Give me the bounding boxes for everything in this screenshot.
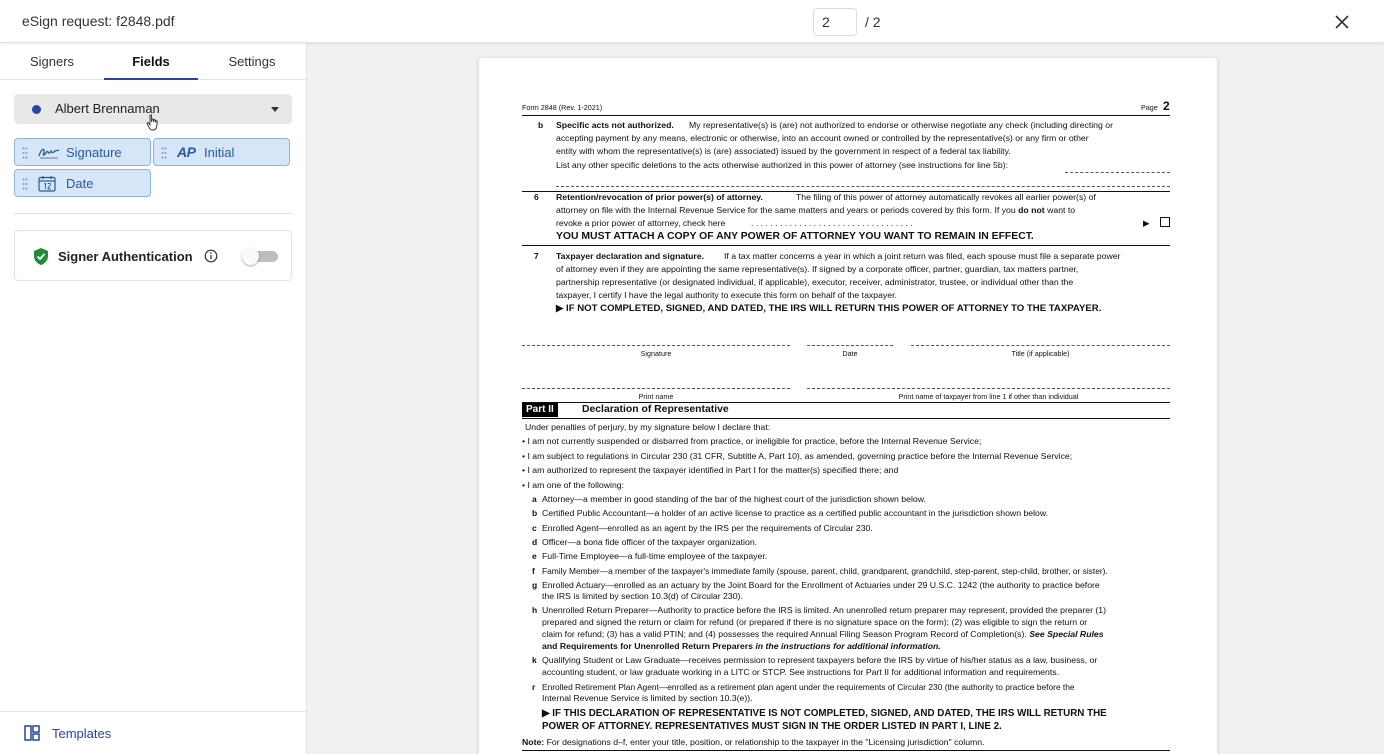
signer-color-dot bbox=[32, 105, 41, 114]
print-taxpayer-line[interactable] bbox=[807, 388, 1170, 389]
signer-authentication-label: Signer Authentication bbox=[58, 249, 193, 264]
signature-field-chip[interactable] bbox=[14, 138, 151, 166]
item-letter: f bbox=[532, 566, 535, 576]
toggle-knob bbox=[242, 248, 259, 265]
tab-settings[interactable]: Settings bbox=[228, 54, 276, 69]
final-warning: ▶ IF THIS DECLARATION OF REPRESENTATIVE IS NOT COMPLETED, SIGNED, AND DATED, THE IRS WILL RETURN THE bbox=[542, 708, 1107, 719]
signature-caption: Signature bbox=[640, 349, 672, 358]
item-text: Family Member—a member of the taxpayer's immediate family (spouse, parent, child, grandparent, grandchild, step-parent, step-child, brother, or sister). bbox=[542, 566, 1108, 576]
input-line bbox=[556, 186, 1170, 187]
note-label: Note: bbox=[522, 737, 545, 747]
item-text: Certified Public Accountant—a holder of an active license to practice as a certified public accountant in the jurisdiction shown below. bbox=[542, 508, 1049, 518]
date-field-chip[interactable] bbox=[14, 169, 151, 197]
signature-icon bbox=[38, 144, 60, 160]
shield-check-icon bbox=[32, 247, 50, 266]
pdf-page bbox=[479, 58, 1217, 754]
page-number: 2 bbox=[1163, 99, 1170, 113]
item-text bbox=[542, 628, 1104, 640]
section-6-text-part: want to bbox=[1047, 205, 1076, 215]
drag-handle-icon bbox=[22, 147, 28, 159]
sidebar-tabs bbox=[0, 43, 306, 80]
print-name-line[interactable] bbox=[522, 388, 790, 389]
item-letter: b bbox=[532, 508, 538, 518]
date-field-label: Date bbox=[66, 176, 94, 191]
signature-field-label: Signature bbox=[66, 145, 122, 160]
final-warning: POWER OF ATTORNEY. REPRESENTATIVES MUST SIGN IN THE ORDER LISTED IN PART I, LINE 2. bbox=[542, 721, 1002, 732]
signer-authentication-toggle[interactable] bbox=[242, 248, 278, 264]
calendar-icon bbox=[38, 175, 56, 192]
item-letter: g bbox=[532, 580, 538, 590]
item-text-part: claim for refund; (3) has a valid PTIN; and (4) possesses the required Annual Filing Season Program Record of Completion(s). bbox=[542, 629, 1027, 639]
item-emphasis: and Requirements for Unenrolled Return Preparers bbox=[542, 641, 753, 651]
declaration-bullet: • I am subject to regulations in Circular 230 (31 CFR, Subtitle A, Part 10), as amended, governing practice before the Internal Revenue Service; bbox=[522, 451, 1073, 461]
table-top-rule bbox=[522, 750, 1170, 751]
date-line[interactable] bbox=[807, 345, 893, 346]
section-6-warning: YOU MUST ATTACH A COPY OF ANY POWER OF ATTORNEY YOU WANT TO REMAIN IN EFFECT. bbox=[556, 231, 1034, 242]
templates-link[interactable] bbox=[24, 725, 112, 746]
item-letter: a bbox=[532, 494, 537, 504]
item-text: Enrolled Retirement Plan Agent—enrolled as a retirement plan agent under the requirements of Circular 230 (the authority to practice before the bbox=[542, 682, 1075, 692]
page-number-input[interactable]: 2 bbox=[813, 8, 857, 36]
close-icon bbox=[1332, 12, 1352, 32]
do-not-emphasis: do not bbox=[1018, 205, 1045, 215]
section-7-text: of attorney even if they are appointing the same representative(s). If signed by a corporate officer, partner, guardian, tax matters partner, bbox=[556, 264, 1079, 274]
page-label: Page bbox=[1141, 103, 1158, 112]
close-button[interactable] bbox=[1332, 12, 1352, 32]
declaration-bullet: • I am one of the following: bbox=[522, 480, 625, 490]
part-2-title: Declaration of Representative bbox=[582, 404, 729, 415]
page-total: / 2 bbox=[865, 14, 881, 30]
item-text: prepared and signed the return or claim for refund (or prepared if there is no signature space on the form); (2) was eligible to sign the return or bbox=[542, 617, 1088, 627]
revoke-checkbox[interactable] bbox=[1160, 217, 1170, 227]
title-line[interactable] bbox=[911, 345, 1170, 346]
item-letter: c bbox=[532, 523, 537, 533]
templates-icon bbox=[24, 725, 40, 741]
section-6-text: revoke a prior power of attorney, check here bbox=[556, 218, 726, 228]
declaration-bullet: • I am not currently suspended or disbarred from practice, or ineligible for practice, before the Internal Revenue Service; bbox=[522, 436, 982, 446]
section-b-text: accepting payment by any means, electronic or otherwise, into an account owned or controlled by the representative(s) or any firm or other bbox=[556, 133, 1089, 143]
section-7-text: partnership representative (or designated individual, if applicable), executor, receiver, administrator, trustee, or individual other than the bbox=[556, 277, 1074, 287]
section-7-number: 7 bbox=[534, 251, 539, 261]
part-2-rule bbox=[522, 402, 1170, 403]
item-text: Enrolled Actuary—enrolled as an actuary by the Joint Board for the Enrollment of Actuaries under 29 U.S.C. 1242 (the authority to practice before bbox=[542, 580, 1100, 590]
item-text: the IRS is limited by section 10.3(d) of Circular 230). bbox=[542, 591, 743, 601]
arrow-icon: ▶ bbox=[1143, 218, 1150, 228]
section-7-text: If a tax matter concerns a year in which a joint return was filed, each spouse must file a separate power bbox=[724, 251, 1121, 261]
part-2-label: Part II bbox=[522, 403, 558, 417]
section-b-text: entity with whom the representative(s) is (are) associated) issued by the government in respect of a federal tax liability. bbox=[556, 146, 1011, 156]
sidebar-footer bbox=[0, 711, 306, 754]
signature-line[interactable] bbox=[522, 345, 790, 346]
initial-field-label: Initial bbox=[204, 145, 235, 160]
drag-handle-icon bbox=[161, 147, 167, 159]
title-caption: Title (if applicable) bbox=[1011, 349, 1070, 358]
window-title: eSign request: f2848.pdf bbox=[22, 13, 175, 29]
section-b-letter: b bbox=[538, 120, 544, 130]
templates-label: Templates bbox=[52, 726, 112, 741]
section-7-warning: ▶ IF NOT COMPLETED, SIGNED, AND DATED, THE IRS WILL RETURN THIS POWER OF ATTORNEY TO THE TAXPAYER. bbox=[556, 303, 1102, 314]
note-body: For designations d–f, enter your title, position, or relationship to the taxpayer in the "Licensing jurisdiction" column. bbox=[546, 737, 985, 747]
form-id: Form 2848 (Rev. 1-2021) bbox=[522, 103, 603, 112]
print-taxpayer-caption: Print name of taxpayer from line 1 if other than individual bbox=[898, 392, 1079, 401]
top-bar bbox=[0, 0, 1384, 43]
item-emphasis: See Special Rules bbox=[1029, 629, 1104, 639]
leader-dots: . . . . . . . . . . . . . . . . . . . . . . . . . . . . . . . . . . bbox=[751, 218, 913, 228]
item-letter: e bbox=[532, 551, 537, 561]
sidebar-divider bbox=[14, 213, 292, 214]
item-letter: h bbox=[532, 605, 538, 615]
item-text: Full-Time Employee—a full-time employee of the taxpayer. bbox=[542, 551, 768, 561]
section-7-title: Taxpayer declaration and signature. bbox=[556, 251, 705, 261]
date-caption: Date bbox=[842, 349, 858, 358]
initial-field-chip[interactable] bbox=[153, 138, 290, 166]
info-icon[interactable] bbox=[204, 249, 218, 263]
section-b-text: List any other specific deletions to the acts otherwise authorized in this power of attorney (see instructions for line 5b): bbox=[556, 160, 1008, 170]
item-text bbox=[542, 640, 941, 652]
item-letter: k bbox=[532, 655, 537, 665]
part-2-rule bbox=[522, 418, 1170, 419]
caret-down-icon bbox=[271, 107, 279, 112]
initials-icon: AP bbox=[177, 144, 196, 160]
item-text: accounting student, or law graduate working in a LITC or STCP. See instructions for Part II for additional information and requirements. bbox=[542, 667, 1060, 677]
document-viewer bbox=[308, 43, 1384, 754]
sidebar bbox=[0, 43, 307, 754]
item-text: Unenrolled Return Preparer—Authority to practice before the IRS is limited. An unenrolled return preparer may represent, provided the preparer (1) bbox=[542, 605, 1107, 615]
item-text: Qualifying Student or Law Graduate—receives permission to represent taxpayers before the IRS by virtue of his/her status as a law, business, or bbox=[542, 655, 1098, 665]
input-line bbox=[1065, 172, 1170, 173]
signer-authentication-card bbox=[14, 230, 292, 281]
item-letter: d bbox=[532, 537, 538, 547]
section-6-text: The filing of this power of attorney automatically revokes all earlier power(s) of bbox=[796, 192, 1096, 202]
declaration-intro: Under penalties of perjury, by my signature below I declare that: bbox=[525, 422, 771, 432]
section-6-number: 6 bbox=[534, 192, 539, 202]
hand-pointer-icon bbox=[146, 114, 160, 132]
note-text bbox=[522, 736, 985, 748]
header-rule bbox=[522, 115, 1170, 116]
item-text: Officer—a bona fide officer of the taxpayer organization. bbox=[542, 537, 758, 547]
tab-fields[interactable]: Fields bbox=[104, 43, 198, 80]
page-navigator bbox=[813, 8, 881, 36]
print-name-caption: Print name bbox=[638, 392, 674, 401]
signer-name: Albert Brennaman bbox=[55, 101, 160, 116]
item-text: Enrolled Agent—enrolled as an agent by the IRS per the requirements of Circular 230. bbox=[542, 523, 873, 533]
drag-handle-icon bbox=[22, 178, 28, 190]
section-6-title: Retention/revocation of prior power(s) of attorney. bbox=[556, 192, 763, 202]
section-6-text bbox=[556, 204, 1075, 216]
section-6-text-part: attorney on file with the Internal Revenue Service for the same matters and years or periods covered by this form. If you bbox=[556, 205, 1016, 215]
tab-signers[interactable]: Signers bbox=[29, 54, 75, 69]
item-text: Internal Revenue Service is limited by section 10.3(e)). bbox=[542, 693, 753, 703]
declaration-bullet: • I am authorized to represent the taxpayer identified in Part I for the matter(s) specified there; and bbox=[522, 465, 899, 475]
item-emphasis: in the instructions for additional information. bbox=[755, 641, 941, 651]
item-letter: r bbox=[532, 682, 536, 692]
section-7-text: taxpayer, I certify I have the legal authority to execute this form on behalf of the taxpayer. bbox=[556, 290, 897, 300]
section-rule bbox=[522, 245, 1170, 246]
section-b-text: My representative(s) is (are) not authorized to endorse or otherwise negotiate any check (including directing or bbox=[689, 120, 1113, 130]
section-b-title: Specific acts not authorized. bbox=[556, 120, 674, 130]
item-text: Attorney—a member in good standing of the bar of the highest court of the jurisdiction shown below. bbox=[542, 494, 926, 504]
